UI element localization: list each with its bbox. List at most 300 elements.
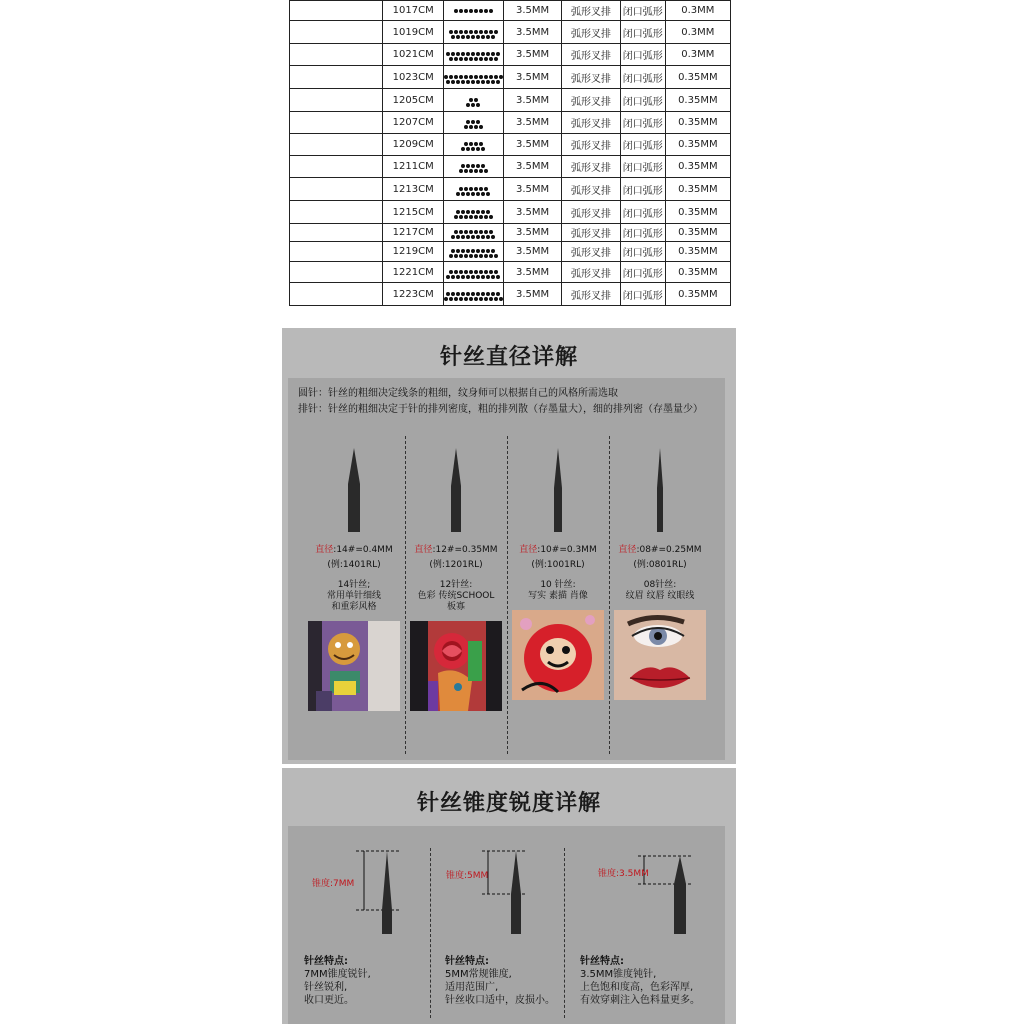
dot-pattern-cell: [443, 134, 503, 156]
table-row: [290, 89, 731, 112]
feature-line: 有效穿刺注入色料量更多。: [580, 995, 700, 1006]
needle-dot: [479, 254, 483, 258]
needle-dot: [496, 275, 500, 279]
needle-dot: [484, 254, 488, 258]
needle-dot: [466, 249, 470, 253]
table-row: [290, 242, 731, 262]
needle-dot-pattern-icon: [454, 9, 493, 13]
needle-dot: [461, 192, 465, 196]
needle-dot: [459, 187, 463, 191]
needle-dot: [474, 270, 478, 274]
needle-dot: [496, 52, 500, 56]
needle-description: [304, 580, 404, 613]
needle-dot: [486, 275, 490, 279]
table-row: [290, 201, 731, 224]
description-line: 14针丝;: [337, 580, 371, 590]
table-row: [290, 283, 731, 306]
needle-dot: [486, 210, 490, 214]
needle-dot: [471, 164, 475, 168]
needle-dot: [459, 75, 463, 79]
needle-dot: [476, 164, 480, 168]
needle-dot: [484, 9, 488, 13]
needle-icon: [448, 448, 464, 532]
needle-dot: [471, 249, 475, 253]
needle-dot-pattern-icon: [444, 75, 503, 84]
needle-dot: [464, 169, 468, 173]
needle-dot: [471, 235, 475, 239]
needle-dot: [489, 254, 493, 258]
needle-dot: [484, 57, 488, 61]
needle-dot: [474, 254, 478, 258]
dot-pattern-cell: [443, 66, 503, 89]
diameter-cell: 0.35MM: [665, 66, 730, 89]
length-cell: 3.5MM: [503, 134, 561, 156]
needle-dot: [459, 9, 463, 13]
model-cell: 1217CM: [383, 224, 443, 242]
needle-dot: [464, 142, 468, 146]
needle-dot: [481, 210, 485, 214]
description-line: 和重彩风格: [331, 602, 377, 612]
needle-dot: [464, 57, 468, 61]
needle-dot: [476, 275, 480, 279]
needle-dot: [456, 35, 460, 39]
description-line: 板寡: [446, 602, 465, 612]
needle-dot: [479, 297, 483, 301]
needle-dot: [474, 169, 478, 173]
model-cell: 1207CM: [383, 112, 443, 134]
shape-cell: 闭口弧形: [620, 89, 665, 112]
length-cell: 3.5MM: [503, 156, 561, 178]
needle-dot: [464, 254, 468, 258]
diameter-cell: 0.35MM: [665, 112, 730, 134]
needle-dot: [464, 297, 468, 301]
arrangement-cell: 弧形叉排: [562, 242, 621, 262]
shape-cell: 闭口弧形: [620, 1, 665, 21]
shape-cell: 闭口弧形: [620, 262, 665, 283]
table-row: [290, 262, 731, 283]
needle-dot: [491, 235, 495, 239]
needle-dot: [466, 192, 470, 196]
needle-dot: [471, 147, 475, 151]
dot-pattern-cell: [443, 44, 503, 66]
description-line: 常用单针细线: [326, 591, 381, 601]
diameter-spec: [304, 542, 404, 555]
diameter-cell: 0.35MM: [665, 262, 730, 283]
model-cell: 1219CM: [383, 242, 443, 262]
needle-dot: [494, 30, 498, 34]
needle-dot: [461, 210, 465, 214]
dot-pattern-cell: [443, 242, 503, 262]
table-row: [290, 66, 731, 89]
needle-dot: [471, 210, 475, 214]
dot-row: [446, 52, 500, 56]
arrangement-cell: 弧形叉排: [562, 44, 621, 66]
needle-description: [406, 580, 506, 613]
model-cell: 1021CM: [383, 44, 443, 66]
needle-dot: [476, 80, 480, 84]
diameter-column-08: [610, 448, 710, 700]
needle-dot: [466, 80, 470, 84]
feature-line: 3.5MM锥度钝针,: [580, 969, 657, 980]
shape-cell: 闭口弧形: [620, 44, 665, 66]
needle-dot: [494, 297, 498, 301]
length-cell: 3.5MM: [503, 201, 561, 224]
eyebrow-lips-makeup-photo: [614, 610, 706, 700]
dot-row: [461, 147, 485, 151]
needle-dot: [489, 30, 493, 34]
arrangement-cell: 弧形叉排: [562, 262, 621, 283]
diameter-cell: 0.35MM: [665, 89, 730, 112]
row-empty-cell: [290, 262, 383, 283]
needle-dot: [469, 230, 473, 234]
needle-dot-pattern-icon: [446, 52, 500, 61]
needle-dot: [496, 292, 500, 296]
intro-round-needle: 圆针：针丝的粗细决定线条的粗细，纹身师可以根据自己的风格所需选取: [298, 388, 618, 399]
dot-row: [456, 210, 490, 214]
row-empty-cell: [290, 44, 383, 66]
diameter-cell: 0.35MM: [665, 224, 730, 242]
needle-dot: [456, 275, 460, 279]
needle-dot: [471, 52, 475, 56]
diameter-cell: 0.35MM: [665, 201, 730, 224]
table-row: [290, 134, 731, 156]
needle-dot: [484, 230, 488, 234]
needle-dot: [481, 35, 485, 39]
column-divider: [564, 848, 565, 1018]
shape-cell: 闭口弧形: [620, 224, 665, 242]
needle-dot-pattern-icon: [449, 30, 498, 39]
dot-row: [451, 235, 495, 239]
arrangement-cell: 弧形叉排: [562, 89, 621, 112]
arrangement-cell: 弧形叉排: [562, 112, 621, 134]
diameter-spec: [610, 542, 710, 555]
needle-dot: [451, 80, 455, 84]
needle-dot: [481, 249, 485, 253]
shape-cell: 闭口弧形: [620, 156, 665, 178]
needle-dot: [449, 75, 453, 79]
model-cell: 1209CM: [383, 134, 443, 156]
needle-dot: [461, 292, 465, 296]
needle-dot: [484, 187, 488, 191]
needle-dot: [459, 57, 463, 61]
needle-dot: [459, 270, 463, 274]
taper-section: [282, 768, 736, 1024]
needle-dot: [456, 192, 460, 196]
diameter-column-14: [304, 448, 404, 711]
dot-pattern-cell: [443, 156, 503, 178]
needle-dot: [476, 249, 480, 253]
needle-dot: [484, 75, 488, 79]
needle-dot: [486, 292, 490, 296]
feature-line: 针丝收口适中，皮损小。: [445, 995, 555, 1006]
needle-dot: [444, 297, 448, 301]
dot-row: [449, 254, 498, 258]
needle-dot: [479, 142, 483, 146]
needle-dot: [474, 142, 478, 146]
dot-pattern-cell: [443, 112, 503, 134]
needle-dot: [461, 147, 465, 151]
needle-dot: [484, 169, 488, 173]
arrangement-cell: 弧形叉排: [562, 21, 621, 44]
needle-dot: [456, 292, 460, 296]
feature-description: [304, 968, 371, 1007]
diameter-example: (例:1201RL): [429, 560, 483, 570]
needle-dot: [494, 270, 498, 274]
needle-dot-pattern-icon: [456, 187, 490, 196]
shape-cell: 闭口弧形: [620, 178, 665, 201]
needle-dot: [466, 164, 470, 168]
daruma-tattoo-photo: [512, 610, 604, 700]
dot-row: [459, 169, 488, 173]
needle-dot: [449, 297, 453, 301]
needle-taper-icon: [344, 850, 404, 936]
model-cell: 1211CM: [383, 156, 443, 178]
needle-dot: [464, 9, 468, 13]
needle-dot: [456, 210, 460, 214]
needle-dot: [466, 35, 470, 39]
needle-dot: [484, 270, 488, 274]
length-cell: 3.5MM: [503, 66, 561, 89]
taper-label: 锥度:7MM: [312, 879, 355, 889]
needle-dot: [476, 120, 480, 124]
needle-dot-pattern-icon: [444, 292, 503, 301]
model-cell: 1221CM: [383, 262, 443, 283]
needle-dot: [469, 142, 473, 146]
needle-dot: [489, 230, 493, 234]
arrangement-cell: 弧形叉排: [562, 156, 621, 178]
feature-line: 针丝锐利,: [304, 982, 348, 993]
diameter-cell: 0.3MM: [665, 21, 730, 44]
needle-dot: [479, 9, 483, 13]
feature-line: 上色饱和度高，色彩浑厚,: [580, 982, 694, 993]
needle-dot: [469, 125, 473, 129]
needle-dot: [471, 292, 475, 296]
needle-dot: [499, 297, 503, 301]
needle-dot: [466, 275, 470, 279]
diameter-example: (例:1001RL): [531, 560, 585, 570]
needle-dot: [466, 235, 470, 239]
model-cell: 1019CM: [383, 21, 443, 44]
needle-dot-pattern-icon: [446, 270, 500, 279]
diameter-example: (例:0801RL): [633, 560, 687, 570]
dot-pattern-cell: [443, 262, 503, 283]
arrangement-cell: 弧形叉排: [562, 283, 621, 306]
table-row: [290, 156, 731, 178]
row-empty-cell: [290, 112, 383, 134]
needle-dot: [451, 275, 455, 279]
needle-dot: [459, 297, 463, 301]
needle-taper-icon: [480, 850, 530, 936]
row-empty-cell: [290, 178, 383, 201]
needle-spec-table: [289, 0, 731, 306]
model-cell: 1017CM: [383, 1, 443, 21]
needle-dot: [491, 275, 495, 279]
rose-face-tattoo-photo: [410, 621, 502, 711]
dot-row: [464, 125, 483, 129]
needle-dot: [484, 297, 488, 301]
needle-dot: [449, 254, 453, 258]
dot-row: [449, 57, 498, 61]
spec-table-body: [290, 1, 731, 306]
shape-cell: 闭口弧形: [620, 242, 665, 262]
needle-dot: [489, 75, 493, 79]
needle-dot: [499, 75, 503, 79]
diameter-spec: [508, 542, 608, 555]
diameter-column-10: [508, 448, 608, 700]
needle-dot-pattern-icon: [449, 249, 498, 258]
shape-cell: 闭口弧形: [620, 21, 665, 44]
row-empty-cell: [290, 201, 383, 224]
needle-description: [610, 580, 710, 602]
needle-dot: [466, 52, 470, 56]
needle-dot: [479, 57, 483, 61]
table-row: [290, 112, 731, 134]
row-empty-cell: [290, 66, 383, 89]
needle-dot: [464, 215, 468, 219]
needle-dot: [481, 52, 485, 56]
shape-cell: 闭口弧形: [620, 112, 665, 134]
needle-dot: [476, 235, 480, 239]
needle-dot: [454, 270, 458, 274]
needle-dot: [461, 235, 465, 239]
diameter-cell: 0.3MM: [665, 44, 730, 66]
dot-row: [449, 270, 498, 274]
needle-dot: [469, 169, 473, 173]
needle-dot: [466, 103, 470, 107]
arrangement-cell: 弧形叉排: [562, 66, 621, 89]
needle-dot: [494, 75, 498, 79]
needle-dot: [469, 215, 473, 219]
needle-taper-icon: [636, 850, 696, 936]
needle-dot: [471, 35, 475, 39]
dot-pattern-cell: [443, 283, 503, 306]
diameter-cell: 0.35MM: [665, 178, 730, 201]
model-cell: 1205CM: [383, 89, 443, 112]
needle-dot: [481, 292, 485, 296]
needle-dot: [469, 187, 473, 191]
diameter-cell: 0.35MM: [665, 242, 730, 262]
needle-dot: [466, 147, 470, 151]
needle-dot: [479, 187, 483, 191]
needle-dot: [486, 35, 490, 39]
needle-dot: [446, 52, 450, 56]
length-cell: 3.5MM: [503, 224, 561, 242]
feature-line: 5MM常规锥度,: [445, 969, 512, 980]
length-cell: 3.5MM: [503, 1, 561, 21]
diameter-section: [282, 328, 736, 764]
needle-dot: [484, 215, 488, 219]
diameter-value: :14#=0.4MM: [333, 545, 393, 555]
needle-dot: [446, 292, 450, 296]
model-cell: 1223CM: [383, 283, 443, 306]
needle-dot: [474, 297, 478, 301]
needle-dot: [474, 98, 478, 102]
row-empty-cell: [290, 156, 383, 178]
diameter-section-body: [288, 378, 725, 760]
needle-dot: [461, 249, 465, 253]
needle-dot: [469, 297, 473, 301]
needle-dot: [461, 52, 465, 56]
needle-dot: [464, 187, 468, 191]
length-cell: 3.5MM: [503, 262, 561, 283]
needle-dot: [479, 75, 483, 79]
diameter-label: 直径: [315, 545, 334, 555]
needle-dot: [491, 80, 495, 84]
intro-row-needle: 排针：针丝的粗细决定于针的排列密度，粗的排列散（存墨量大），细的排列密（存墨量少）: [298, 404, 703, 415]
length-cell: 3.5MM: [503, 89, 561, 112]
table-row: [290, 224, 731, 242]
needle-dot: [481, 80, 485, 84]
needle-dot: [451, 235, 455, 239]
needle-dot: [464, 30, 468, 34]
needle-dot: [484, 30, 488, 34]
dot-row: [466, 103, 480, 107]
description-line: 色彩 传统SCHOOL: [417, 591, 495, 601]
diameter-cell: 0.35MM: [665, 134, 730, 156]
taper-label: 锥度:3.5MM: [598, 869, 649, 879]
needle-dot: [469, 9, 473, 13]
shape-cell: 闭口弧形: [620, 134, 665, 156]
arrangement-cell: 弧形叉排: [562, 178, 621, 201]
needle-dot: [481, 275, 485, 279]
needle-dot: [454, 75, 458, 79]
length-cell: 3.5MM: [503, 178, 561, 201]
needle-dot: [446, 80, 450, 84]
dot-row: [446, 275, 500, 279]
needle-dot: [451, 249, 455, 253]
needle-dot: [486, 80, 490, 84]
dot-row: [446, 292, 500, 296]
needle-dot: [474, 57, 478, 61]
needle-dot: [461, 80, 465, 84]
dot-row: [454, 9, 493, 13]
needle-dot: [494, 254, 498, 258]
dot-row: [464, 142, 483, 146]
needle-dot: [449, 57, 453, 61]
needle-dot: [489, 215, 493, 219]
dot-row: [466, 120, 480, 124]
dot-row: [454, 215, 493, 219]
needle-dot: [461, 35, 465, 39]
needle-icon: [346, 448, 362, 532]
description-line: 纹眉 纹唇 纹眼线: [625, 591, 695, 601]
needle-dot: [454, 230, 458, 234]
needle-dot: [479, 270, 483, 274]
needle-dot: [486, 235, 490, 239]
diameter-value: :10#=0.3MM: [537, 545, 597, 555]
needle-dot: [479, 169, 483, 173]
needle-dot: [454, 297, 458, 301]
needle-dot: [476, 35, 480, 39]
description-line: 08针丝:: [643, 580, 677, 590]
taper-section-body: [288, 826, 725, 1024]
needle-dot: [476, 192, 480, 196]
diameter-spec: [406, 542, 506, 555]
needle-dot: [461, 164, 465, 168]
dot-row: [454, 230, 493, 234]
needle-dot: [466, 120, 470, 124]
table-row: [290, 44, 731, 66]
needle-dot-pattern-icon: [464, 120, 483, 129]
needle-dot: [464, 75, 468, 79]
needle-dot: [456, 80, 460, 84]
needle-dot: [489, 270, 493, 274]
needle-dot: [474, 125, 478, 129]
needle-dot: [459, 169, 463, 173]
needle-dot-pattern-icon: [461, 142, 485, 151]
description-line: 写实 素描 肖像: [528, 591, 588, 601]
needle-dot: [469, 57, 473, 61]
